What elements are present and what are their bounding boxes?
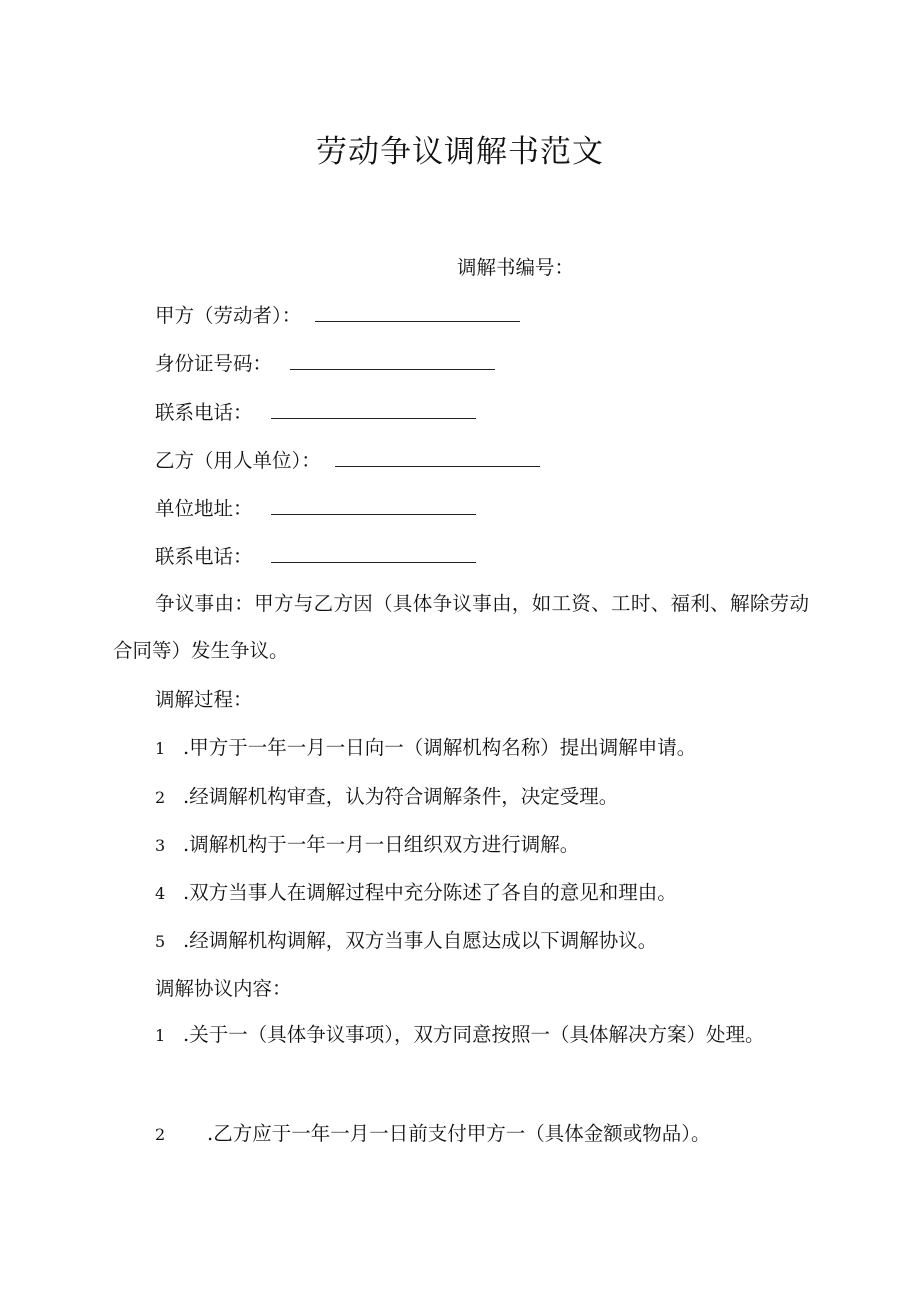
- item-number: 1: [155, 739, 166, 758]
- field-label: 联系电话：: [155, 401, 253, 424]
- item-text: .经调解机构审查，认为符合调解条件，决定受理。: [183, 785, 619, 808]
- item-number: 3: [155, 836, 166, 855]
- item-text: .经调解机构调解，双方当事人自愿达成以下调解协议。: [183, 929, 658, 952]
- item-number: 5: [155, 932, 166, 951]
- document-title: 劳动争议调解书范文: [316, 134, 604, 170]
- process-item: [155, 879, 677, 908]
- process-item: [155, 927, 657, 956]
- field-id-number: [155, 350, 495, 378]
- item-number: 2: [155, 1125, 166, 1144]
- field-blank: [335, 448, 540, 467]
- field-label: 身份证号码：: [155, 352, 273, 375]
- item-text: .关于一（具体争议事项），双方同意按照一（具体解决方案）处理。: [183, 1023, 765, 1046]
- field-blank: [271, 544, 476, 563]
- process-item: [155, 783, 618, 812]
- doc-number-label: 调解书编号：: [457, 256, 575, 279]
- agreement-item: [155, 1120, 710, 1149]
- agreement-item: [113, 1011, 809, 1059]
- item-number: 4: [155, 884, 166, 903]
- field-address: [155, 495, 476, 523]
- item-number: 2: [155, 788, 166, 807]
- item-text: .调解机构于一年一月一日组织双方进行调解。: [183, 833, 580, 856]
- process-item: [155, 831, 579, 860]
- agreement-heading: 调解协议内容：: [155, 977, 292, 1000]
- process-item: [155, 734, 696, 763]
- field-blank: [315, 303, 520, 322]
- item-text: .乙方应于一年一月一日前支付甲方一（具体金额或物品）。: [207, 1122, 711, 1145]
- field-label: 联系电话：: [155, 545, 253, 568]
- field-party-b: [155, 447, 540, 475]
- item-text: .双方当事人在调解过程中充分陈述了各自的意见和理由。: [183, 881, 677, 904]
- field-phone-b: [155, 543, 476, 571]
- field-party-a: [155, 302, 520, 330]
- field-blank: [271, 496, 476, 515]
- field-blank: [271, 400, 476, 419]
- process-heading: 调解过程：: [155, 688, 253, 711]
- item-text: .甲方于一年一月一日向一（调解机构名称）提出调解申请。: [183, 736, 697, 759]
- field-phone-a: [155, 399, 476, 427]
- field-blank: [290, 351, 495, 370]
- field-label: 甲方（劳动者）：: [155, 304, 302, 327]
- item-number: 1: [155, 1026, 166, 1045]
- field-label: 乙方（用人单位）：: [155, 449, 321, 472]
- field-label: 单位地址：: [155, 497, 253, 520]
- dispute-reason-paragraph: 争议事由：甲方与乙方因（具体争议事由，如工资、工时、福利、解除劳动合同等）发生争议。: [113, 592, 809, 662]
